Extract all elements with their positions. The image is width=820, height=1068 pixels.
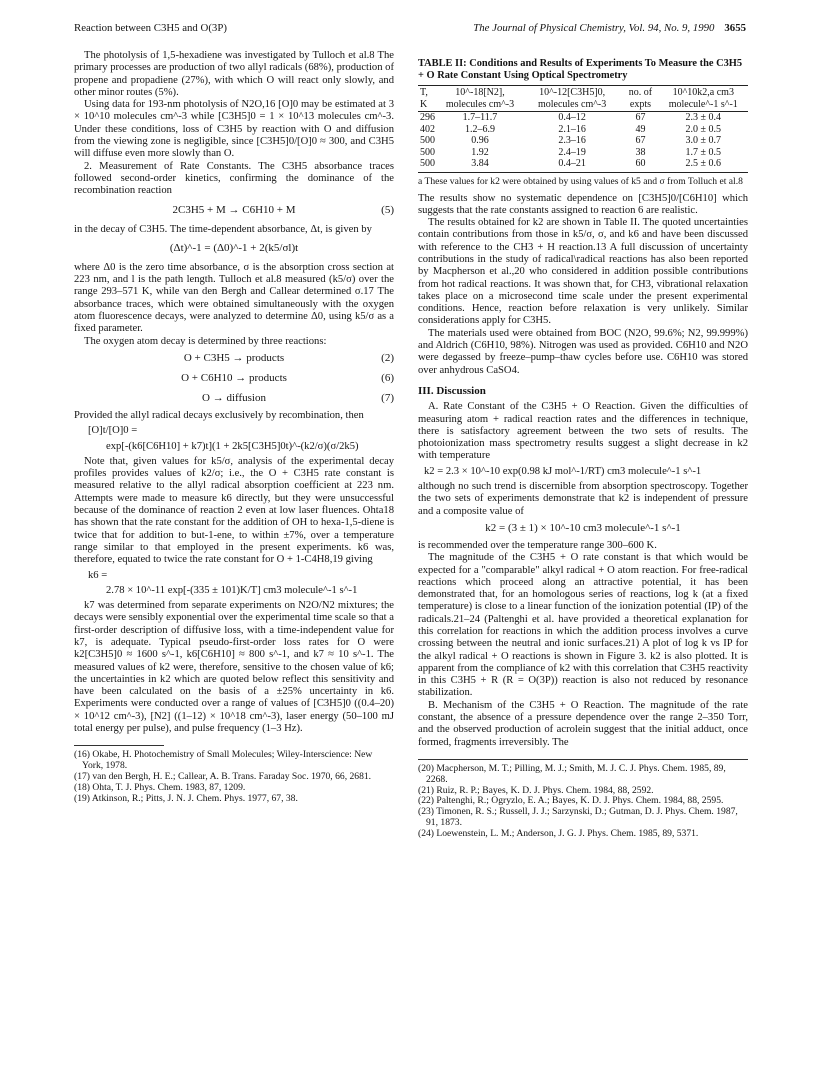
table-row	[418, 147, 748, 159]
equation-expression: O → diffusion	[202, 391, 266, 404]
equation-expression: 2C3H5 + M → C6H10 + M	[172, 203, 296, 216]
footnote: (21) Ruiz, R. P.; Bayes, K. D. J. Phys. Chem. 1984, 88, 2592.	[418, 784, 654, 796]
paragraph: B. Mechanism of the C3H5 + O Reaction. The magnitude of the rate constant, the absence of a pressure dependence over the range 2–350 Torr, and the observed production of acrolein suggest that the initial adduct, once formed, fragments irreversibly. The	[418, 699, 748, 748]
table-cell: 60	[622, 158, 658, 172]
paragraph: The results obtained for k2 are shown in Table II. The quoted uncertainties contain contributions from those in k5/σ, σ, and k6 and have been discussed with reference to the CH3 + H reaction.13 A full discussion of uncertainty contributions in the study of radical\radical reactions has also been reported by Macpherson et al.,20 who considered in addition possible contributions from hot radical reactions. It was shown that, for CH3, vibrational relaxation takes place on a microsecond time scale under the present experimental conditions. Hence, reaction before relaxation is very unlikely. Similar considerations apply for C3H5.	[418, 217, 748, 327]
paragraph: Using data for 193-nm photolysis of N2O,16 [O]0 may be estimated at 3 × 10^10 molecules cm^-3 while [C3H5]0 = 1 × 10^13 molecules cm^-3. Under these conditions, loss of C3H5 by reaction with O and diffusion from the viewing zone is negligible, since [C3H5]0/[O]0 ≈ 300, and C3H5 will diffuse even more slowly than O.	[74, 99, 394, 160]
table-cell: 2.0 ± 0.5	[685, 123, 722, 135]
table-cell: 296	[420, 112, 435, 123]
equation-number: (2)	[381, 351, 394, 364]
equation-k6-rhs: 2.78 × 10^-11 exp[-(335 ± 101)K/T] cm3 molecule^-1 s^-1	[106, 584, 358, 596]
table-cell: 3.0 ± 0.7	[685, 135, 722, 146]
table-cell: 67	[635, 135, 646, 146]
column-header: 10^-18[N2], molecules cm^-3	[438, 86, 522, 112]
equation-expression: (Δt)^-1 = (Δ0)^-1 + 2(k5/σl)t	[169, 241, 299, 254]
table-title: TABLE II: Conditions and Results of Experiments To Measure the C3H5 + O Rate Constant Using Optical Spectrometry	[418, 58, 743, 81]
table-row	[418, 135, 748, 147]
paragraph: The photolysis of 1,5-hexadiene was investigated by Tulloch et al.8 The primary processes are production of two allyl radicals (68%), production of propene and propadiene (27%), with which O will react only slowly, and other minor routes (5%).	[74, 50, 394, 98]
running-header	[74, 22, 746, 38]
equation-expression: O + C6H10 → products	[181, 371, 287, 384]
table-footnote: a These values for k2 were obtained by using values of k5 and σ from Tolluch et al.8	[418, 175, 743, 187]
table-cell: 38	[635, 146, 646, 158]
paragraph: Note that, given values for k5/σ, analysis of the experimental decay profiles provides values of k2/σ; i.e., the O + C3H5 rate constant is measured relative to the allyl radical absorption coefficient at 223 nm. Attempts were made to measure k6 directly, but they were unsuccessful because of the dominance of reaction 2 even at low laser fluences. Ohta18 has shown that the rate constant for the addition of OH to hexa-1,5-diene is twice that for addition to but-1-ene, to within ±7%, over a temperature range similar to that employed in the present experiments. k6 was, therefore, equated to twice the rate constant for O + 1-C4H8,19 giving	[74, 455, 394, 566]
footnote: (16) Okabe, H. Photochemistry of Small Molecules; Wiley-Interscience: New York, 1978.	[74, 749, 373, 772]
footnote: (24) Loewenstein, L. M.; Anderson, J. G. J. Phys. Chem. 1985, 89, 5371.	[418, 827, 699, 839]
table-cell: 1.2–6.9	[465, 123, 495, 135]
footnote: (18) Ohta, T. J. Phys. Chem. 1983, 87, 1209.	[74, 781, 246, 793]
table-cell: 2.3–16	[558, 135, 586, 146]
table-row	[418, 124, 748, 136]
column-header: 10^-12[C3H5]0, molecules cm^-3	[522, 86, 622, 112]
table-cell: 1.7–11.7	[462, 112, 498, 123]
table-cell: 2.1–16	[558, 123, 586, 135]
paragraph: The magnitude of the C3H5 + O rate constant is that which would be expected for a "comparable" alkyl radical + O atom reaction. For free-radical reactions which proceed along an attractive potential, it has been demonstrated that, for an homologous series of reactions, log k (at a fixed temperature) is close to a linear function of the ionization potential (IP) of the radicals.21–24 (Paltenghi et al. have provided a theoretical explanation for this correlation for reactions in which the addition process involves a curve crossing between the neutral and ionic surfaces.21) A plot of log k vs IP for the alkyl radical + O reactions is shown in Figure 3. k2 is also plotted. It is apparent from the compliance of k2 with this correlation that C3H5 reactivity in this C3H5 + R (R = O(3P)) reaction is also not reduced by resonance stabilization.	[418, 552, 748, 699]
column-header: no. of expts	[622, 86, 658, 112]
equation-number: (5)	[381, 203, 394, 216]
left-column	[74, 50, 394, 804]
footnotes	[74, 750, 394, 804]
footnote-rule	[418, 759, 748, 760]
column-header: T, K	[418, 86, 438, 112]
paragraph: k7 was determined from separate experiments on N2O/N2 mixtures; the decays were sensibly exponential over the experimental time scale so that a first-order description of diffusive loss, with a time-independent value for k7, is adequate. Typical pseudo-first-order loss rates for O were k2[C3H5]0 ≈ 1600 s^-1, k6[C6H10] ≈ 800 s^-1, and k7 ≈ 10 s^-1. The measured values of k2 were, therefore, sensitive to the chosen value of k6; the uncertainties in k2 which are quoted below reflect this sensitivity and have been calculated on the basis of a ±25% uncertainty in k6. Experiments were conducted over a range of values of [C3H5]0 ((0.4–20) × 10^12 cm^-3), [N2] ((1–12) × 10^18 cm^-3), laser energy (50–100 mJ total energy per pulse), and pulse frequency (1–3 Hz).	[74, 600, 394, 735]
right-column	[418, 50, 748, 840]
paragraph: A. Rate Constant of the C3H5 + O Reaction. Given the difficulties of measuring atom + radical reaction rates and the differences in technique, there is satisfactory agreement between the two sets of results. The photoionization mass spectrometry results suggest a slight decrease in k2 with temperature	[418, 401, 748, 462]
table-cell: 2.5 ± 0.6	[659, 158, 748, 172]
paragraph: is recommended over the temperature range 300–600 K.	[418, 539, 657, 551]
table-cell: 402	[420, 123, 435, 135]
paragraph: The materials used were obtained from BOC (N2O, 99.6%; N2, 99.999%) and Aldrich (C6H10, 98%). Nitrogen was used as provided. C6H10 and N2O were degassed by freeze–pump–thaw cycles before use. C6H10 was stored over anhydrous CaSO4.	[418, 327, 748, 376]
table-row	[418, 112, 748, 124]
results-table	[418, 85, 748, 173]
table-cell: 1.92	[471, 146, 489, 158]
equation-expression: O + C3H5 → products	[183, 351, 285, 364]
table-cell: 500	[418, 158, 438, 172]
equation-k2-composite	[418, 520, 748, 538]
equation-7	[74, 390, 394, 408]
equation-number: (7)	[381, 391, 394, 404]
equation-6	[74, 370, 394, 388]
journal-name: The Journal of Physical Chemistry, Vol. 94, No. 9, 1990	[473, 22, 715, 34]
equation-2	[74, 350, 394, 368]
footnote: (20) Macpherson, M. T.; Pilling, M. J.; Smith, M. J. C. J. Phys. Chem. 1985, 89, 2268.	[418, 762, 726, 785]
paragraph: Provided the allyl radical decays exclusively by recombination, then	[74, 409, 364, 421]
paragraph: in the decay of C3H5. The time-dependent absorbance, Δt, is given by	[74, 223, 372, 235]
table-row	[418, 158, 748, 172]
paragraph: The oxygen atom decay is determined by three reactions:	[84, 335, 327, 347]
table-cell: 500	[420, 135, 435, 146]
footnote: (22) Paltenghi, R.; Ogryzlo, E. A.; Bayes, K. D. J. Phys. Chem. 1984, 88, 2595.	[418, 795, 724, 807]
running-title: Reaction between C3H5 and O(3P)	[74, 22, 227, 34]
journal-citation	[473, 22, 746, 34]
table-cell: 2.3 ± 0.4	[685, 112, 722, 123]
table-cell: 2.4–19	[558, 146, 586, 158]
equation-number: (6)	[381, 371, 394, 384]
equation-oxygen-decay-lhs: [O]t/[O]0 =	[88, 425, 138, 437]
paragraph: where Δ0 is the zero time absorbance, σ is the absorption cross section at 223 nm, and l is the path length. Tulloch et al.8 measured (k5/σ) over the range 293–571 K, while van den Bergh and Callear determined σ.17 The absorbance traces, which were obtained simultaneously with the oxygen atom fluorescence decays, were analyzed to determine Δ0, using k5/σ as a fixed parameter.	[74, 261, 394, 335]
paragraph: although no such trend is discernible from absorption spectroscopy. Together the two sets of experiments demonstrate that k2 is independent of pressure and a composite value of	[418, 481, 748, 517]
paragraph: The results show no systematic dependence on [C3H5]0/[C6H10] which suggests that the rate constants assigned to reaction 6 are realistic.	[418, 192, 748, 216]
equation-absorbance	[74, 238, 394, 260]
equation-k6-lhs: k6 =	[88, 569, 108, 581]
table-cell: 1.7 ± 0.5	[685, 146, 722, 158]
paragraph: 2. Measurement of Rate Constants. The C3H5 absorbance traces followed second-order kinetics, confirming the dominance of the recombination reaction	[74, 160, 394, 197]
page-number: 3655	[724, 22, 746, 34]
table-cell: 3.84	[438, 158, 522, 172]
table-cell: 0.4–21	[522, 158, 622, 172]
table-cell: 500	[420, 146, 435, 158]
footnote: (19) Atkinson, R.; Pitts, J. N. J. Chem. Phys. 1977, 67, 38.	[74, 792, 298, 804]
table-cell: 0.4–12	[558, 112, 586, 123]
footnote: (23) Timonen, R. S.; Russell, J. J.; Sarzynski, D.; Gutman, D. J. Phys. Chem. 1987, 91, 1873.	[418, 806, 738, 828]
equation-oxygen-decay-rhs: exp[-(k6[C6H10] + k7)t](1 + 2k5[C3H5]0t)^-(k2/σ)(σ/2k5)	[106, 440, 359, 452]
footnotes	[418, 764, 748, 840]
table-cell: 0.96	[471, 135, 489, 146]
table-cell: 49	[635, 123, 646, 135]
table-cell: 67	[635, 112, 646, 123]
table-header-row	[418, 86, 748, 112]
equation-5	[74, 200, 394, 222]
equation-expression: k2 = (3 ± 1) × 10^-10 cm3 molecule^-1 s^-1	[485, 521, 681, 534]
section-heading: III. Discussion	[418, 384, 486, 397]
footnote-rule	[74, 745, 164, 746]
equation-k2-temperature: k2 = 2.3 × 10^-10 exp(0.98 kJ mol^-1/RT) cm3 molecule^-1 s^-1	[424, 465, 702, 477]
column-header: 10^10k2,a cm3 molecule^-1 s^-1	[659, 86, 748, 112]
footnote: (17) van den Bergh, H. E.; Callear, A. B. Trans. Faraday Soc. 1970, 66, 2681.	[74, 770, 372, 782]
